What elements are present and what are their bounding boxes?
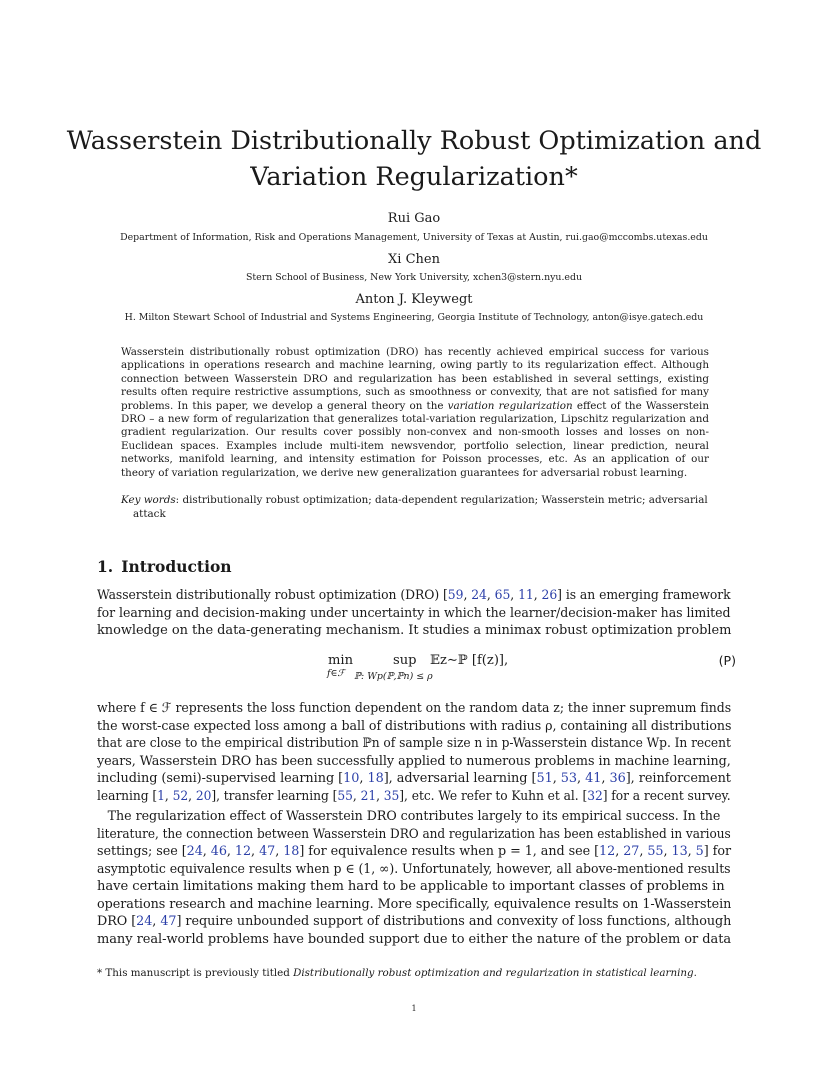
keywords-label: Key words <box>121 494 176 506</box>
text-run: ] for a recent survey. <box>602 788 731 804</box>
author-name: Xi Chen <box>388 252 440 267</box>
footnote <box>97 967 697 979</box>
eq-min: min <box>328 653 354 668</box>
page-number: 1 <box>411 1004 417 1013</box>
paragraph-3 <box>97 808 731 948</box>
eq-expectation: 𝔼z∼ℙ [f(z)], <box>430 653 509 668</box>
paragraph-2 <box>97 700 731 805</box>
text-run: ] for equivalence results when p = 1, and see [ <box>299 844 600 860</box>
text-line: learning [1, 52, 20], transfer learning [55, 21, 35], etc. We refer to Kuhn et al. [32] for a recent survey. <box>97 788 731 804</box>
title-line-1: Wasserstein Distributionally Robust Optimization and <box>66 126 762 156</box>
text-run: ] require unbounded support of distributions and convexity of loss functions, although <box>176 914 732 930</box>
text-run: learning [ <box>97 788 158 804</box>
footnote-end: . <box>693 967 697 979</box>
text-line: The regularization effect of Wasserstein DRO contributes largely to its empirical success. In the <box>107 809 721 824</box>
citation-link[interactable]: 52 <box>172 788 189 804</box>
paper-title <box>60 123 768 195</box>
citation-link[interactable]: 21 <box>360 788 377 804</box>
citation-link[interactable]: 11 <box>518 588 534 603</box>
footnote-text: * This manuscript is previously titled <box>97 967 294 979</box>
citation-link[interactable]: 35 <box>383 788 400 804</box>
text-line: Wasserstein distributionally robust optimization (DRO) [59, 24, 65, 11, 26] is an emerging framework <box>97 588 731 603</box>
eq-sup: sup <box>393 653 417 668</box>
text-line: knowledge on the data-generating mechanism. It studies a minimax robust optimization problem <box>97 623 732 639</box>
citation-link[interactable]: 46 <box>210 844 227 860</box>
section-heading <box>97 557 232 576</box>
citation-link[interactable]: 55 <box>337 788 353 804</box>
text-run: Wasserstein distributionally robust optimization (DRO) [ <box>97 588 448 603</box>
text-run: settings; see [ <box>97 844 187 860</box>
citation-link[interactable]: 10 <box>343 771 360 787</box>
eq-min-subscript: f∈ℱ <box>327 668 345 679</box>
citation-link[interactable]: 18 <box>283 844 300 860</box>
author-affiliation: Stern School of Business, New York University, xchen3@stern.nyu.edu <box>245 272 583 283</box>
citation-link[interactable]: 18 <box>367 771 384 787</box>
text-line: the worst-case expected loss among a ball of distributions with radius ρ, containing all distributions <box>97 718 732 734</box>
text-line: literature, the connection between Wasserstein DRO and regularization has been established in various <box>97 826 731 842</box>
text-line: that are close to the empirical distribution ℙn of sample size n in p-Wasserstein distance Wp. In recent <box>97 736 731 752</box>
author-affiliation: H. Milton Stewart School of Industrial and Systems Engineering, Georgia Institute of Technology, anton@isye.gatech.edu <box>124 312 704 323</box>
citation-link[interactable]: 47 <box>259 844 276 860</box>
author-name: Anton J. Kleywegt <box>355 292 473 307</box>
citation-link[interactable]: 55 <box>647 844 664 860</box>
citation-link[interactable]: 65 <box>494 588 511 603</box>
text-run: including (semi)-supervised learning [ <box>97 771 344 787</box>
text-line: where f ∈ ℱ represents the loss function dependent on the random data z; the inner supremum finds <box>97 701 732 716</box>
text-run: ] is an emerging framework <box>557 588 731 603</box>
text-line: many real-world problems have bounded support due to either the nature of the problem or data <box>97 931 732 947</box>
text-line: have certain limitations making them hard to be applicable to important classes of problems in <box>97 879 725 895</box>
citation-link[interactable]: 1 <box>157 788 165 804</box>
citation-link[interactable]: 24 <box>186 844 203 860</box>
author-name: Rui Gao <box>387 211 441 226</box>
abstract-text: effect of the Wasserstein DRO – a new form of regularization that generalizes total-variation regularization, Lipschitz regularization and gradient regularization. Our results cover possibly non-convex and non-smooth losses and losses on non-Euclidean spaces. Examples include multi-item newsvendor, portfolio selection, linear prediction, neural networks, manifold learning, and intensity estimation for Poisson processes, etc. As an application of our theory of variation regularization, we derive new generalization guarantees for adversarial robust learning. <box>121 399 710 479</box>
paragraph-1 <box>97 587 731 640</box>
citation-link[interactable]: 26 <box>541 588 558 603</box>
citation-link[interactable]: 5 <box>695 844 704 860</box>
author-affiliation: Department of Information, Risk and Operations Management, University of Texas at Austin, rui.gao@mccombs.utexas.edu <box>120 232 708 243</box>
citation-link[interactable]: 13 <box>671 844 688 860</box>
text-line: asymptotic equivalence results when p ∈ (1, ∞). Unfortunately, however, all above-mentioned results <box>97 861 731 877</box>
text-run: ], reinforcement <box>625 771 731 787</box>
text-run: ], adversarial learning [ <box>383 771 537 787</box>
citation-link[interactable]: 36 <box>609 771 626 787</box>
citation-link[interactable]: 41 <box>585 771 602 787</box>
keywords-text-cont: attack <box>133 508 166 520</box>
section-title: Introduction <box>121 557 232 576</box>
citation-link[interactable]: 32 <box>587 788 603 804</box>
citation-link[interactable]: 12 <box>234 844 252 860</box>
title-line-2: Variation Regularization* <box>250 162 578 192</box>
citation-link[interactable]: 12 <box>599 844 616 860</box>
footnote-title: Distributionally robust optimization and regularization in statistical learning <box>293 967 694 979</box>
abstract <box>121 346 709 480</box>
text-line: including (semi)-supervised learning [10, 18], adversarial learning [51, 53, 41, 36], reinforcement <box>97 771 731 787</box>
equation-P <box>326 653 736 689</box>
citation-link[interactable]: 24 <box>136 914 153 930</box>
text-run: ] for <box>703 844 732 860</box>
keywords-colon: : <box>175 494 183 506</box>
citation-link[interactable]: 27 <box>623 844 640 860</box>
citation-link[interactable]: 47 <box>160 914 177 930</box>
citation-link[interactable]: 24 <box>471 588 487 603</box>
abstract-emphasis: variation regularization <box>447 399 573 412</box>
citation-link[interactable]: 59 <box>447 588 464 603</box>
text-run: ], etc. We refer to Kuhn et al. [ <box>399 788 588 804</box>
eq-sup-subscript: ℙ: Wp(ℙ,ℙn) ≤ ρ <box>354 671 433 682</box>
text-line: for learning and decision-making under uncertainty in which the learner/decision-maker has limited <box>97 605 731 621</box>
text-line: DRO [24, 47] require unbounded support of distributions and convexity of loss functions, although <box>97 914 732 930</box>
equation-label: (P) <box>718 653 736 668</box>
text-line: settings; see [24, 46, 12, 47, 18] for equivalence results when p = 1, and see [12, 27, 55, 13, 5] for <box>97 844 732 860</box>
section-number: 1. <box>97 557 114 576</box>
text-run: ], transfer learning [ <box>211 788 338 804</box>
citation-link[interactable]: 20 <box>195 788 212 804</box>
citation-link[interactable]: 53 <box>560 771 578 787</box>
keywords <box>121 493 709 521</box>
text-run: DRO [ <box>97 914 137 930</box>
keywords-text: distributionally robust optimization; data-dependent regularization; Wasserstein metric; adversarial <box>182 494 708 506</box>
abstract-text: Wasserstein distributionally robust optimization (DRO) has recently achieved empirical success for various applications in operations research and machine learning, owing partly to its regularization effect. Although connection between Wasserstein DRO and regularization has been established in several settings, existing results often require restrictive assumptions, such as smoothness or convexity, that are not satisfied for many problems. In this paper, we develop a general theory on the <box>121 346 709 412</box>
citation-link[interactable]: 51 <box>536 771 553 787</box>
text-line: operations research and machine learning. More specifically, equivalence results on 1-Wasserstein <box>97 896 732 912</box>
text-line: years, Wasserstein DRO has been successfully applied to numerous problems in machine learning, <box>97 753 731 769</box>
